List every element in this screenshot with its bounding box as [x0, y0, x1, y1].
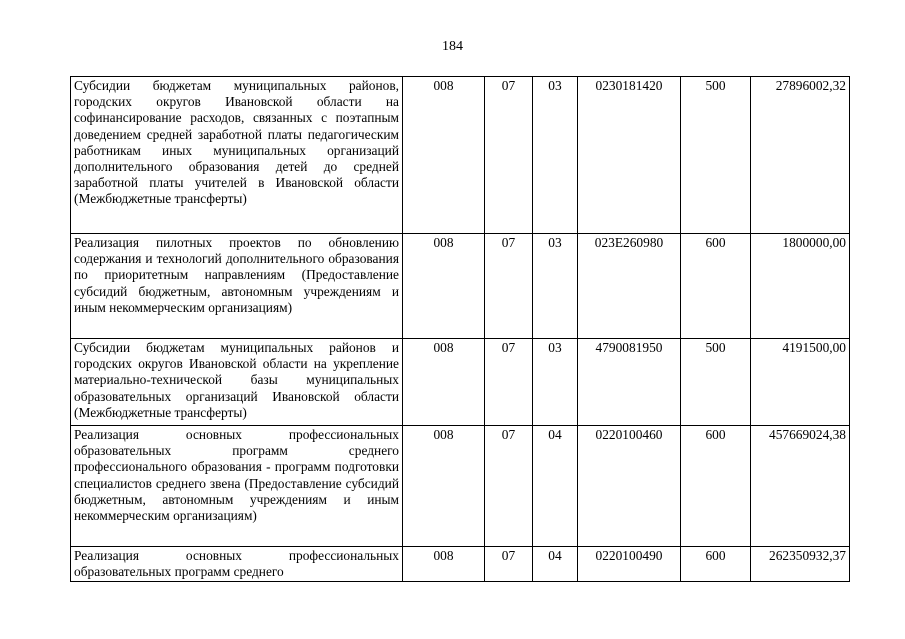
row-description: Субсидии бюджетам муниципальных районов и городских округов Ивановской области на укрепление материально-технической базы муниципальных образовательных организаций Ивановской области (Межбюджетные трансферты) [71, 339, 403, 426]
page-number: 184 [442, 39, 463, 54]
section-code: 07 [485, 339, 533, 426]
table-row [71, 426, 850, 547]
expense-type-code: 500 [681, 339, 751, 426]
table-row [71, 339, 850, 426]
ministry-code: 008 [403, 77, 485, 234]
ministry-code: 008 [403, 547, 485, 582]
row-description: Реализация пилотных проектов по обновлению содержания и технологий дополнительного образования по приоритетным направлениям (Предоставление субсидий бюджетным, автономным учреждениям и иным некоммерческим организациям) [71, 234, 403, 339]
expense-type-code: 600 [681, 547, 751, 582]
budget-table [70, 76, 850, 582]
target-article-code: 4790081950 [578, 339, 681, 426]
target-article-code: 023E260980 [578, 234, 681, 339]
amount-value: 1800000,00 [751, 234, 850, 339]
amount-value: 457669024,38 [751, 426, 850, 547]
section-code: 07 [485, 234, 533, 339]
expense-type-code: 600 [681, 426, 751, 547]
section-code: 07 [485, 426, 533, 547]
subsection-code: 03 [533, 77, 578, 234]
amount-value: 27896002,32 [751, 77, 850, 234]
ministry-code: 008 [403, 426, 485, 547]
table-row [71, 234, 850, 339]
target-article-code: 0220100490 [578, 547, 681, 582]
subsection-code: 03 [533, 339, 578, 426]
expense-type-code: 600 [681, 234, 751, 339]
amount-value: 4191500,00 [751, 339, 850, 426]
table-row [71, 77, 850, 234]
target-article-code: 0230181420 [578, 77, 681, 234]
subsection-code: 03 [533, 234, 578, 339]
target-article-code: 0220100460 [578, 426, 681, 547]
subsection-code: 04 [533, 426, 578, 547]
table-row [71, 547, 850, 582]
amount-value: 262350932,37 [751, 547, 850, 582]
row-description: Реализация основных профессиональных образовательных программ среднего профессионального образования - программ подготовки специалистов среднего звена (Предоставление субсидий бюджетным, автономным учреждениям и иным некоммерческим организациям) [71, 426, 403, 547]
expense-type-code: 500 [681, 77, 751, 234]
row-description: Субсидии бюджетам муниципальных районов, городских округов Ивановской области на софинансирование расходов, связанных с поэтапным доведением средней заработной платы педагогическим работникам иных муниципальных организаций дополнительного образования детей до средней заработной платы учителей в Ивановской области (Межбюджетные трансферты) [71, 77, 403, 234]
section-code: 07 [485, 77, 533, 234]
ministry-code: 008 [403, 339, 485, 426]
ministry-code: 008 [403, 234, 485, 339]
section-code: 07 [485, 547, 533, 582]
subsection-code: 04 [533, 547, 578, 582]
row-description: Реализация основных профессиональных образовательных программ среднего [71, 547, 403, 582]
